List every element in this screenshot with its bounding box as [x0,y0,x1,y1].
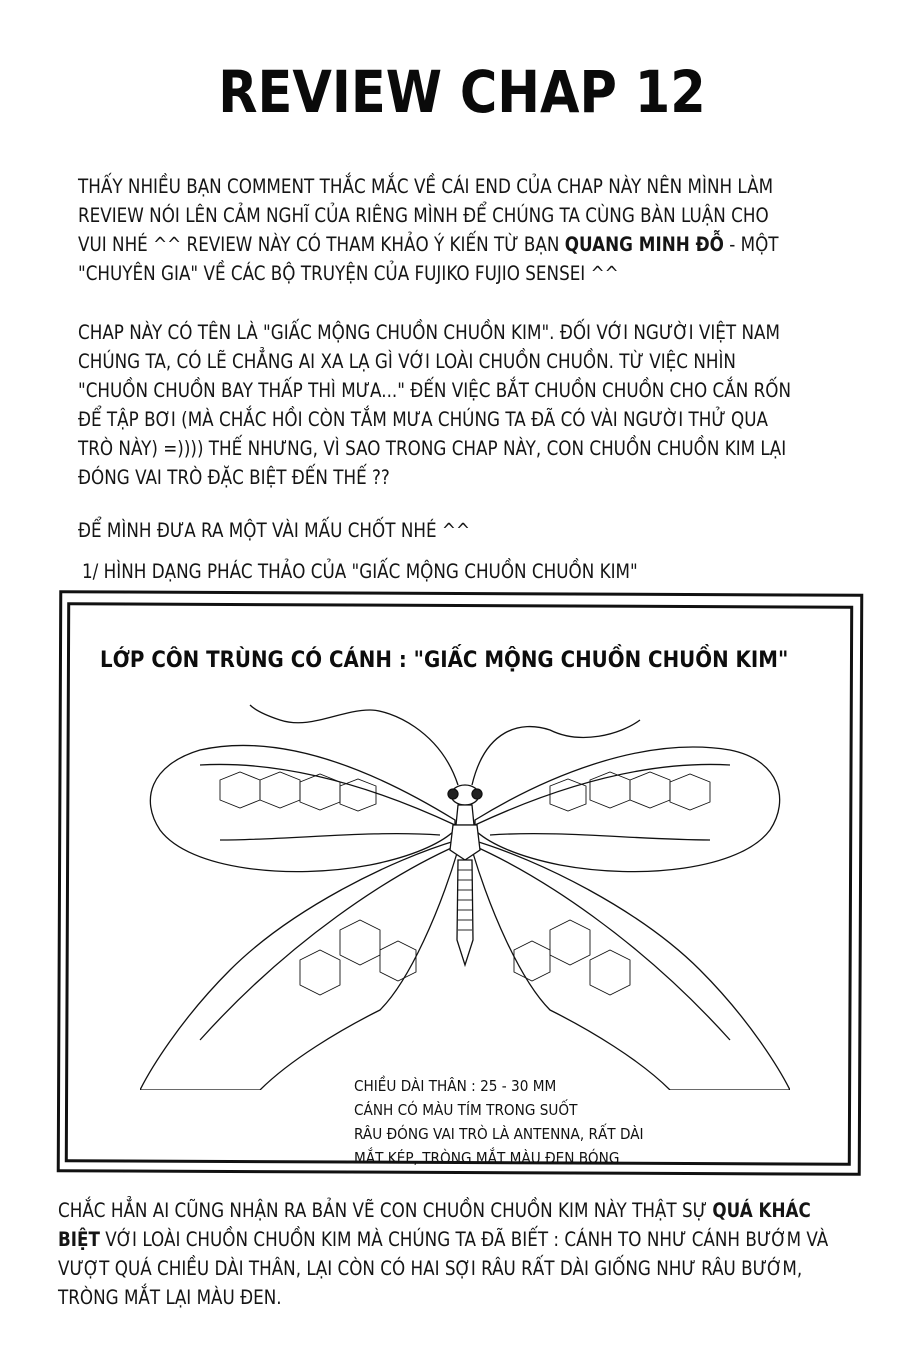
figure-title: LỚP CÔN TRÙNG CÓ CÁNH : "GIẤC MỘNG CHUỒN CHUỒN KIM" [100,648,789,673]
spec-antenna: RÂU ĐÓNG VAI TRÒ LÀ ANTENNA, RẤT DÀI [354,1125,644,1143]
emphasis-qua-khac: QUÁ KHÁC [712,1199,811,1222]
paragraph-3: ĐỂ MÌNH ĐƯA RA MỘT VÀI MẤU CHỐT NHÉ ^^ [78,519,470,542]
conclusion-line-3: VƯỢT QUÁ CHIỀU DÀI THÂN, LẠI CÒN CÓ HAI SỢI RÂU RẤT DÀI GIỐNG NHƯ RÂU BƯỚM, [58,1257,803,1280]
conclusion-line-1-text: CHẮC HẲN AI CŨNG NHẬN RA BẢN VẼ CON CHUỒN CHUỒN KIM NÀY THẬT SỰ [58,1199,713,1222]
p2-line-6: ĐÓNG VAI TRÒ ĐẶC BIỆT ĐẾN THẾ ?? [78,466,390,489]
intro-line-1: THẤY NHIỀU BẠN COMMENT THẮC MẮC VỀ CÁI END CỦA CHAP NÀY NÊN MÌNH LÀM [78,175,774,198]
section-1-heading: 1/ HÌNH DẠNG PHÁC THẢO CỦA "GIẤC MỘNG CHUỒN CHUỒN KIM" [82,560,638,583]
spec-wing-color: CÁNH CÓ MÀU TÍM TRONG SUỐT [354,1101,578,1119]
emphasis-biet: BIỆT [58,1228,100,1251]
p2-line-2: CHÚNG TA, CÓ LẼ CHẲNG AI XA LẠ GÌ VỚI LOÀI CHUỒN CHUỒN. TỪ VIỆC NHÌN [78,350,736,373]
conclusion-line-1 [58,1196,828,1225]
conclusion-line-4: TRÒNG MẮT LẠI MÀU ĐEN. [58,1286,282,1309]
p2-line-5: TRÒ NÀY) =)))) THẾ NHƯNG, VÌ SAO TRONG CHAP NÀY, CON CHUỒN CHUỒN KIM LẠI [78,437,787,460]
spec-body-length: CHIỀU DÀI THÂN : 25 - 30 MM [354,1077,557,1095]
intro-line-3-text: VUI NHÉ ^^ REVIEW NÀY CÓ THAM KHẢO Ý KIẾN TỪ BẠN [78,233,565,256]
page-title: REVIEW CHAP 12 [218,58,706,126]
highlighted-name: QUANG MINH ĐỖ [564,233,724,256]
conclusion-line-2 [58,1225,828,1254]
intro-line-3-suffix: - MỘT [723,233,779,256]
spec-eyes: MẮT KÉP, TRÒNG MẮT MÀU ĐEN BÓNG [354,1149,620,1167]
figure-specs [354,1074,644,1170]
intro-line-3 [78,230,779,259]
lacewing-illustration [140,690,790,1090]
p2-line-4: ĐỂ TẬP BƠI (MÀ CHẮC HỒI CÒN TẮM MƯA CHÚNG TA ĐÃ CÓ VÀI NGƯỜI THỬ QUA [78,408,769,431]
paragraph-2 [78,318,791,492]
conclusion-paragraph [58,1196,828,1312]
p2-line-3: "CHUỒN CHUỒN BAY THẤP THÌ MƯA..." ĐẾN VIỆC BẮT CHUỒN CHUỒN CHO CẮN RỐN [78,379,791,402]
intro-line-2: REVIEW NÓI LÊN CẢM NGHĨ CỦA RIÊNG MÌNH ĐỂ CHÚNG TA CÙNG BÀN LUẬN CHO [78,204,769,227]
intro-line-4: "CHUYÊN GIA" VỀ CÁC BỘ TRUYỆN CỦA FUJIKO FUJIO SENSEI ^^ [78,262,619,285]
p2-line-1: CHAP NÀY CÓ TÊN LÀ "GIẤC MỘNG CHUỒN CHUỒN KIM". ĐỐI VỚI NGƯỜI VIỆT NAM [78,321,780,344]
intro-paragraph [78,172,779,288]
conclusion-line-2-text: VỚI LOÀI CHUỒN CHUỒN KIM MÀ CHÚNG TA ĐÃ BIẾT : CÁNH TO NHƯ CÁNH BƯỚM VÀ [99,1228,829,1251]
